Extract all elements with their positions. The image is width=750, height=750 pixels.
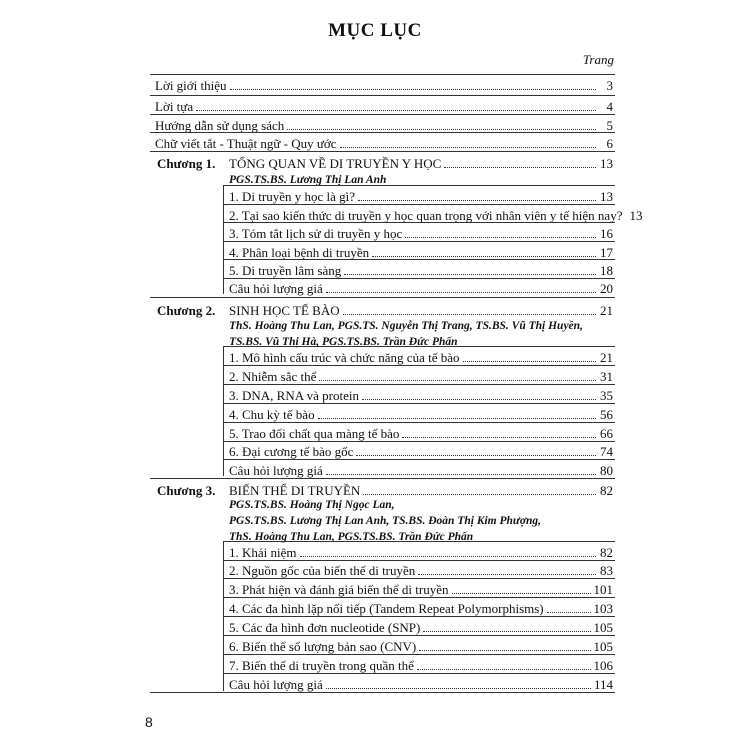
divider (223, 222, 615, 223)
divider (223, 241, 615, 242)
divider (223, 459, 615, 460)
toc-entry: 1. Mô hình cấu trúc và chức năng của tế bào 21 (229, 350, 613, 365)
toc-entry: 4. Chu kỳ tế bào 56 (229, 407, 613, 422)
toc-entry: Câu hỏi lượng giá 80 (229, 463, 613, 478)
page-title: MỤC LỤC (328, 20, 422, 41)
divider (223, 278, 615, 279)
page-number: 8 (145, 714, 153, 730)
toc-entry: Câu hỏi lượng giá 114 (229, 677, 613, 692)
divider (150, 114, 615, 115)
toc-entry: 1. Di truyền y học là gì? 13 (229, 189, 613, 204)
chapter-title: TỔNG QUAN VỀ DI TRUYỀN Y HỌC 13 (229, 156, 613, 171)
toc-entry: 5. Di truyền lâm sàng 18 (229, 263, 613, 278)
divider (223, 441, 615, 442)
chapter-title: BIẾN THỂ DI TRUYỀN 82 (229, 483, 613, 498)
divider (150, 132, 615, 133)
toc-entry: 3. Phát hiện và đánh giá biến thể di truyền 101 (229, 582, 613, 597)
chapter-title: SINH HỌC TẾ BÀO 21 (229, 303, 613, 318)
divider (223, 673, 615, 674)
divider (223, 204, 615, 205)
divider (223, 635, 615, 636)
divider (150, 74, 615, 75)
toc-entry: 3. Tóm tắt lịch sử di truyền y học 16 (229, 226, 613, 241)
toc-entry: 4. Phân loại bệnh di truyền 17 (229, 245, 613, 260)
divider (223, 541, 615, 542)
divider (150, 95, 615, 96)
toc-entry: 5. Các đa hình đơn nucleotide (SNP) 105 (229, 620, 613, 635)
chapter-label: Chương 1. (157, 156, 216, 171)
divider (223, 422, 615, 423)
toc-entry: 2. Nguồn gốc của biến thể di truyền 83 (229, 563, 613, 578)
divider (150, 297, 615, 298)
divider (223, 616, 615, 617)
toc-entry: 4. Các đa hình lặp nối tiếp (Tandem Repeat Polymorphisms) 103 (229, 601, 613, 616)
toc-entry: 7. Biến thể di truyền trong quần thể 106 (229, 658, 613, 673)
toc-entry: 6. Đại cương tế bào gốc 74 (229, 444, 613, 459)
divider (223, 384, 615, 385)
toc-entry: Câu hỏi lượng giá 20 (229, 281, 613, 296)
toc-entry: 2. Tại sao kiến thức di truyền y học quan trọng với nhân viên y tế hiện nay? 13 (229, 208, 643, 223)
divider (223, 403, 615, 404)
chapter-authors: ThS. Hoàng Thu Lan, PGS.TS. Nguyễn Thị Trang, TS.BS. Vũ Thị Huyền, TS.BS. Vũ Thị Hà, PGS.TS.BS. Trần Đức Phấn (229, 320, 583, 348)
divider (223, 185, 615, 186)
page-column-header: Trang (582, 52, 614, 67)
divider (223, 365, 615, 366)
toc-entry: 3. DNA, RNA và protein 35 (229, 388, 613, 403)
divider (223, 654, 615, 655)
toc-entry: 5. Trao đổi chất qua màng tế bào 66 (229, 426, 613, 441)
chapter-authors: PGS.TS.BS. Hoàng Thị Ngọc Lan, PGS.TS.BS. Lương Thị Lan Anh, TS.BS. Đoàn Thị Kim Phượng, ThS. Hoàng Thu Lan, PGS.TS.BS. Trần Đức Phấn (229, 499, 542, 543)
divider (150, 151, 615, 152)
divider (223, 578, 615, 579)
toc-entry: Hướng dẫn sử dụng sách 5 (155, 118, 613, 133)
toc-entry: 1. Khái niệm 82 (229, 545, 613, 560)
toc-entry: Chữ viết tắt - Thuật ngữ - Quy ước 6 (155, 136, 613, 151)
chapter-label: Chương 2. (157, 303, 216, 318)
divider (223, 259, 615, 260)
divider (223, 346, 615, 347)
divider (150, 478, 615, 479)
toc-entry: 2. Nhiễm sắc thể 31 (229, 369, 613, 384)
toc-entry: 6. Biến thể số lượng bản sao (CNV) 105 (229, 639, 613, 654)
divider (150, 692, 615, 693)
toc-entry: Lời giới thiệu 3 (155, 78, 613, 93)
chapter-label: Chương 3. (157, 483, 216, 498)
divider (223, 560, 615, 561)
toc-entry: Lời tựa 4 (155, 99, 613, 114)
divider (223, 597, 615, 598)
chapter-authors: PGS.TS.BS. Lương Thị Lan Anh (229, 174, 387, 186)
